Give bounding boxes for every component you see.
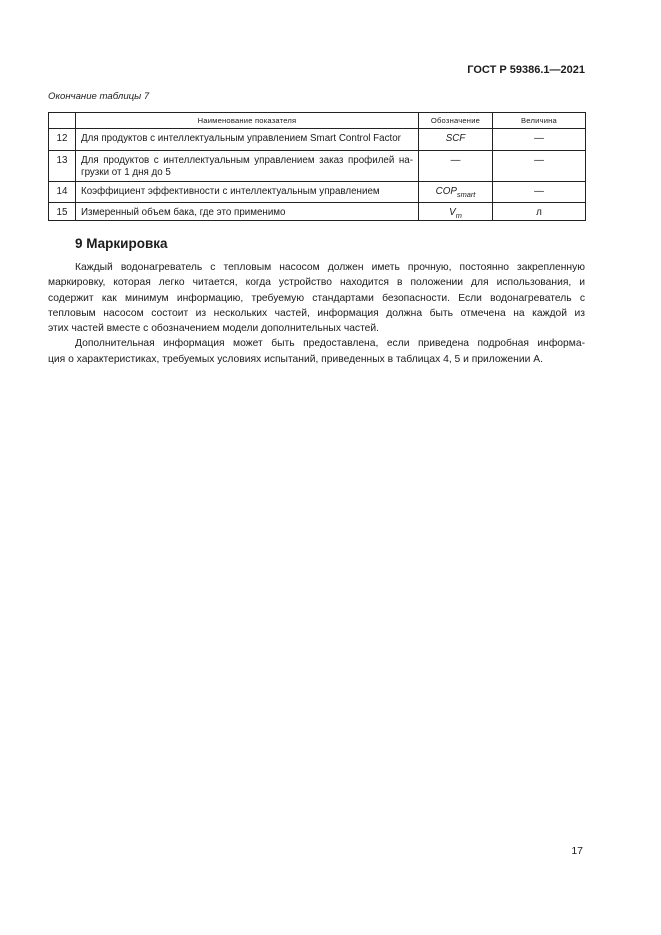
table-row xyxy=(49,182,586,203)
row-value: — xyxy=(493,151,586,182)
row-name-line: Для продуктов с интеллектуальным управлением заказ профилей на- xyxy=(81,155,413,166)
table-row xyxy=(49,203,586,221)
table-header-number xyxy=(49,113,76,129)
indicators-table xyxy=(48,112,586,221)
table-header-symbol: Обозначение xyxy=(419,113,493,129)
row-value: — xyxy=(493,182,586,203)
table-row xyxy=(49,151,586,182)
row-name-line: Коэффициент эффективности с интеллектуальным управлением xyxy=(81,186,380,197)
row-number: 14 xyxy=(49,182,76,203)
symbol-main: V xyxy=(449,207,456,218)
symbol-main: — xyxy=(450,155,461,166)
row-number: 12 xyxy=(49,129,76,151)
paragraph-line: тепловым насосом состоит из нескольких частей, информация должна быть отмечена на каждой из xyxy=(48,307,585,319)
row-name-line: Для продуктов с интеллектуальным управлением Smart Control Factor xyxy=(81,133,401,144)
paragraph-line: ция о характеристиках, требуемых условиях испытаний, приведенных в таблицах 4, 5 и приложении А. xyxy=(48,353,543,365)
symbol-subscript: smart xyxy=(456,190,476,199)
symbol-main: SCF xyxy=(445,133,466,144)
paragraph xyxy=(48,336,585,367)
row-name-line: грузки от 1 дня до 5 xyxy=(81,167,171,178)
row-name xyxy=(76,129,419,151)
symbol-subscript: m xyxy=(455,211,462,220)
table-header-value: Величина xyxy=(493,113,586,129)
table-header-row xyxy=(49,113,586,129)
paragraph-line: этих частей вместе с обозначением модели дополнительных частей. xyxy=(48,323,380,335)
row-name-line: Измеренный объем бака, где это применимо xyxy=(81,207,286,218)
row-name xyxy=(76,151,419,182)
paragraph-line: Каждый водонагреватель с тепловым насосом должен иметь прочную, постоянно закрепленную xyxy=(75,262,585,273)
row-value: — xyxy=(493,129,586,151)
row-symbol xyxy=(419,182,493,203)
document-code: ГОСТ Р 59386.1—2021 xyxy=(467,64,585,76)
paragraph-line: содержит как минимум информацию, требуемую стандартами безопасности. Если водонагреватель с xyxy=(48,292,585,304)
paragraph xyxy=(48,260,585,336)
row-name xyxy=(76,203,419,221)
row-value: л xyxy=(493,203,586,221)
section-body xyxy=(48,260,585,367)
row-symbol xyxy=(419,203,493,221)
paragraph-line: Дополнительная информация может быть предоставлена, если приведена подробная информа- xyxy=(75,338,585,350)
section-heading: 9 Маркировка xyxy=(75,236,168,251)
table-header-name: Наименование показателя xyxy=(76,113,419,129)
table-row xyxy=(49,129,586,151)
page-number: 17 xyxy=(571,845,583,857)
table-caption: Окончание таблицы 7 xyxy=(48,91,150,102)
paragraph-line: маркировку, которая легко читается, когда устройство находится в положении для использования, и xyxy=(48,277,585,289)
row-name xyxy=(76,182,419,203)
row-symbol xyxy=(419,129,493,151)
symbol-main: COP xyxy=(435,186,457,197)
row-number: 15 xyxy=(49,203,76,221)
row-number: 13 xyxy=(49,151,76,182)
row-symbol xyxy=(419,151,493,182)
